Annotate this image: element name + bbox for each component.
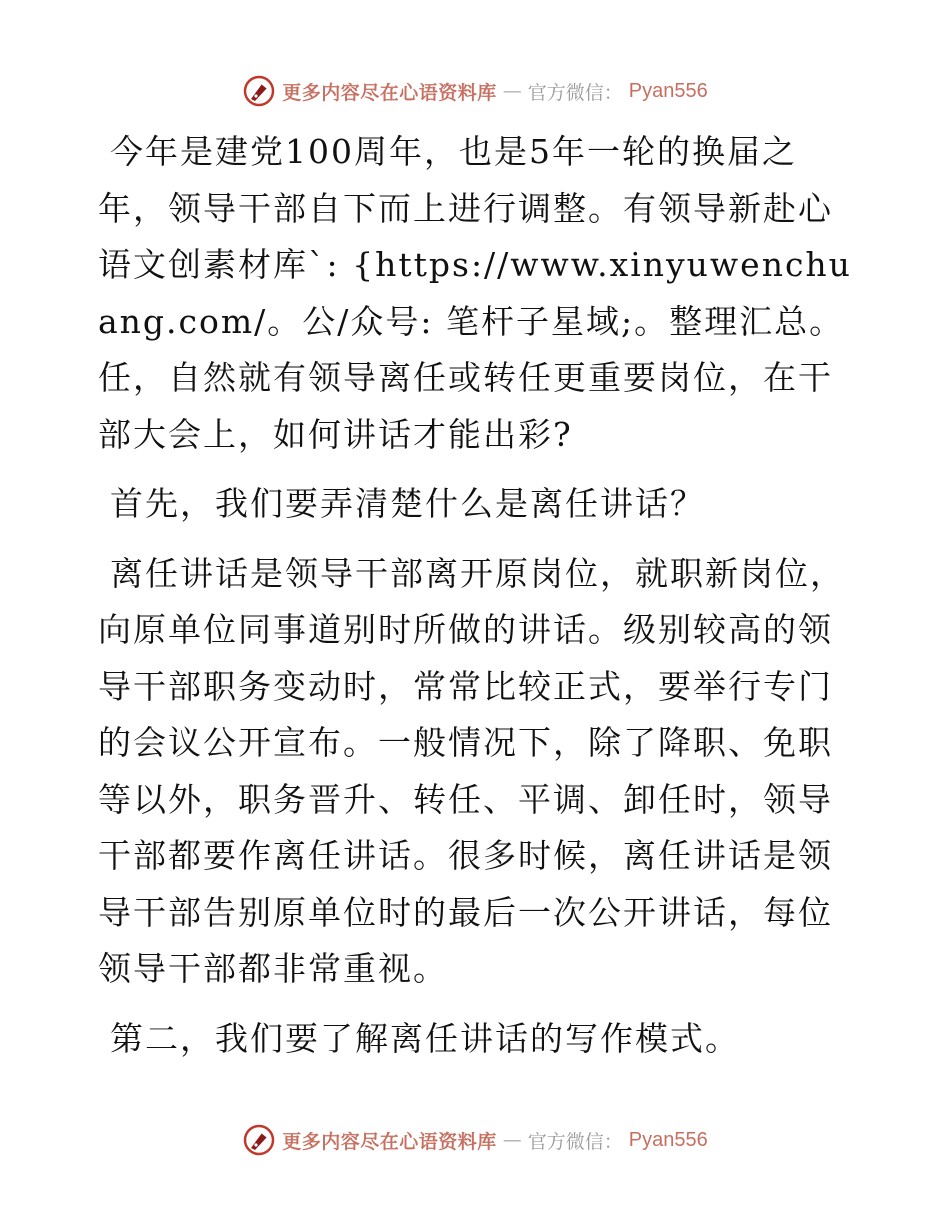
paragraph-intro: 今年是建党100周年，也是5年一轮的换届之年，领导干部自下而上进行调整。有领导新赴心语文创素材库`: {https://www.xinyuwenchuang.com/。公/众号: 笔杆子星域;。整理汇总。任，自然就有领导离任或转任更重要岗位，在干部大会上，如何讲话才能出彩? <box>98 132 852 454</box>
footer-watermark <box>0 1120 950 1160</box>
pen-nib-logo-icon <box>242 74 276 108</box>
watermark-wechat-id: Pyan556 <box>628 1128 708 1151</box>
document-body <box>98 124 853 1080</box>
watermark-separator: — <box>502 80 522 102</box>
paragraph-definition: 离任讲话是领导干部离开原岗位，就职新岗位，向原单位同事道别时所做的讲话。级别较高的领导干部职务变动时，常常比较正式，要举行专门的会议公开宣布。一般情况下，除了降职、免职等以外，职务晋升、转任、平调、卸任时，领导干部都要作离任讲话。很多时候，离任讲话是领导干部告别原单位时的最后一次公开讲话，每位领导干部都非常重视。 <box>98 553 845 988</box>
paragraph-heading-first: 首先，我们要弄清楚什么是离任讲话？ <box>110 484 705 523</box>
pen-nib-logo-icon <box>242 1123 276 1157</box>
watermark-wechat-id: Pyan556 <box>628 79 708 102</box>
watermark-brand: 更多内容尽在心语资料库 <box>282 81 497 104</box>
paragraph-heading-second: 第二，我们要了解离任讲话的写作模式。 <box>110 1018 740 1058</box>
watermark-label: 官方微信： <box>527 81 623 104</box>
watermark-label: 官方微信： <box>527 1130 623 1153</box>
watermark-brand: 更多内容尽在心语资料库 <box>282 1130 497 1153</box>
watermark-separator: — <box>502 1129 522 1151</box>
header-watermark <box>0 71 950 111</box>
